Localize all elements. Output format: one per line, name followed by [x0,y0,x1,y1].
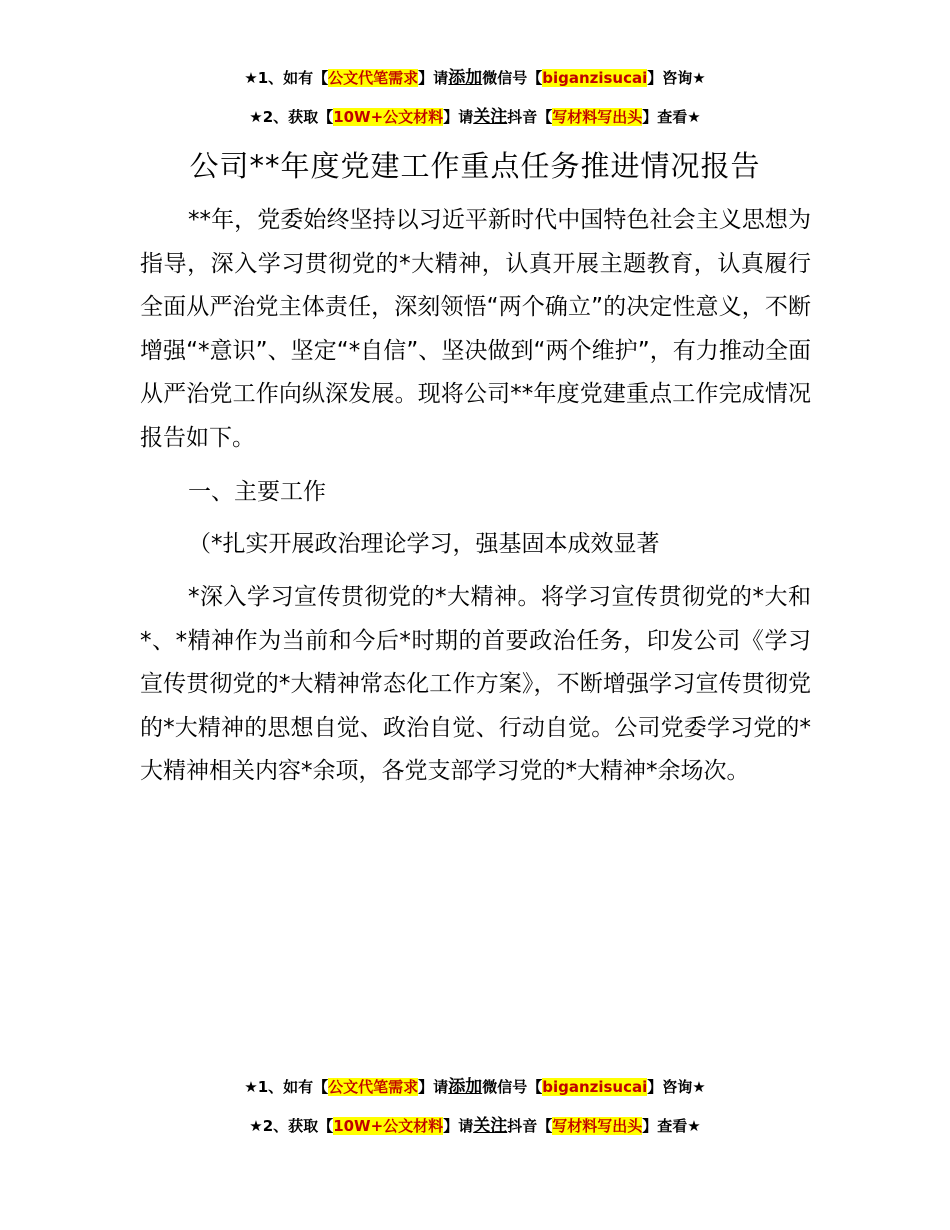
promo-highlight: 写材料写出头 [552,1117,643,1135]
section-heading: 一、主要工作 [188,479,326,505]
promo-underline: 添加 [448,68,483,88]
promo-text: 】请 [443,1117,474,1135]
promo-text: 微信号【 [482,1078,543,1096]
promo-text: 抖音【 [507,108,553,126]
promo-highlight: biganzisucai [542,1078,648,1096]
bottom-promo-line-1 [0,1076,950,1098]
promo-highlight: 公文代笔需求 [328,69,419,87]
promo-text: ★1、如有【 [244,69,329,87]
promo-highlight: biganzisucai [542,69,648,87]
promo-highlight: 公文代笔需求 [328,1078,419,1096]
promo-highlight: 10W+公文材料 [333,1117,444,1135]
bottom-promo-line-2 [0,1115,950,1137]
promo-text: 】查看★ [642,108,701,126]
promo-text: 】请 [418,69,449,87]
promo-highlight: 10W+公文材料 [333,108,444,126]
promo-underline: 关注 [473,107,508,127]
promo-text: 微信号【 [482,69,543,87]
promo-text: ★2、获取【 [249,108,334,126]
promo-text: 】请 [418,1078,449,1096]
intro-paragraph: **年，党委始终坚持以习近平新时代中国特色社会主义思想为指导，深入学习贯彻党的*大精神，认真开展主题教育，认真履行全面从严治党主体责任，深刻领悟“两个确立”的决定性意义，不断增强“*意识”、坚定“*自信”、坚决做到“两个维护”，有力推动全面从严治党工作向纵深发展。现将公司**年度党建重点工作完成情况报告如下。 [140,207,811,451]
top-promo-line-2 [0,106,950,128]
promo-text: 】请 [443,108,474,126]
promo-text: 抖音【 [507,1117,553,1135]
promo-text: 】咨询★ [647,69,706,87]
body-paragraph: *深入学习宣传贯彻党的*大精神。将学习宣传贯彻党的*大和*、*精神作为当前和今后*时期的首要政治任务，印发公司《学习宣传贯彻党的*大精神常态化工作方案》，不断增强学习宣传贯彻党的*大精神的思想自觉、政治自觉、行动自觉。公司党委学习党的*大精神相关内容*余项，各党支部学习党的*大精神*余场次。 [140,584,811,784]
promo-underline: 添加 [448,1077,483,1097]
promo-text: 】咨询★ [647,1078,706,1096]
promo-underline: 关注 [473,1116,508,1136]
page-title: 公司**年度党建工作重点任务推进情况报告 [189,149,761,183]
promo-text: ★2、获取【 [249,1117,334,1135]
top-promo-line-1 [0,67,950,89]
promo-text: 】查看★ [642,1117,701,1135]
subsection-heading: （*扎实开展政治理论学习，强基固本成效显著 [188,531,660,557]
promo-text: ★1、如有【 [244,1078,329,1096]
promo-highlight: 写材料写出头 [552,108,643,126]
